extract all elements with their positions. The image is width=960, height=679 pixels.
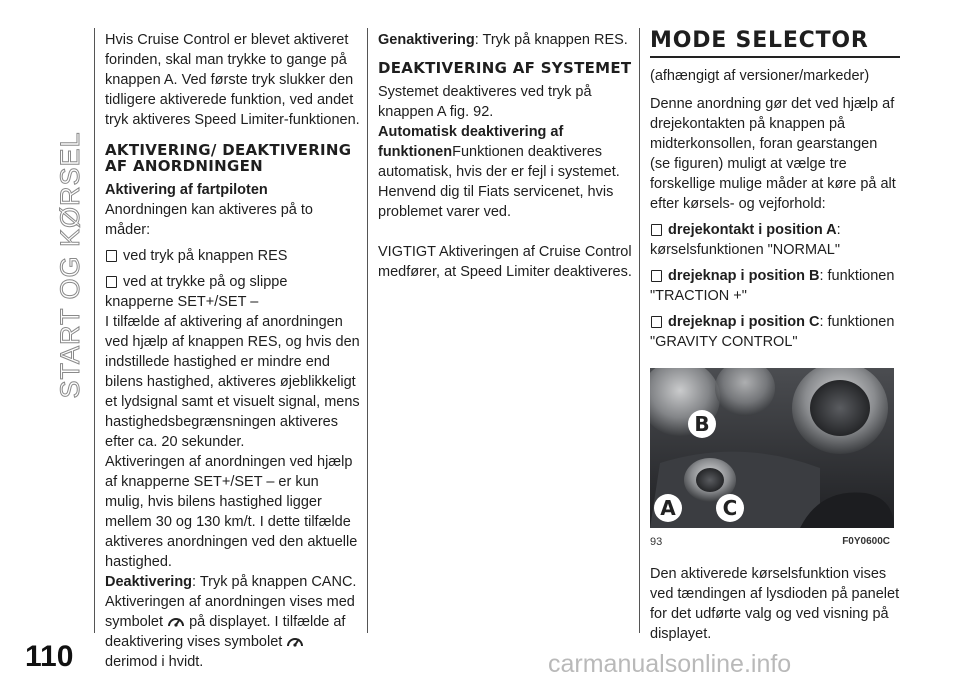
warning-paragraph: VIGTIGT Aktiveringen af Cruise Control medfører, at Speed Limiter deaktiveres. [378, 244, 632, 280]
position-c-continuation: "GRAVITY CONTROL" [650, 334, 798, 350]
checkbox-bullet-icon [651, 224, 662, 236]
checkbox-bullet-icon [651, 316, 662, 328]
section-heading-activation: AKTIVERING/ DEAKTIVERING AF ANORDNINGEN [105, 141, 352, 175]
chapter-side-title [55, 131, 95, 399]
position-b-continuation: "TRACTION +" [650, 288, 747, 304]
list-item-text: ved at trykke på og slippe [123, 274, 288, 290]
deactivation-text: : Tryk på knappen CANC. [192, 574, 357, 590]
chapter-side-title-text: START OG KØRSEL [55, 131, 85, 399]
figure-mode-selector-photo [650, 368, 894, 528]
label-b-callout [688, 410, 716, 438]
column-divider-left [94, 28, 95, 633]
set-activation-paragraph: Aktiveringen af anordningen ved hjælp af knapperne SET+/SET – er kun mulig, hvis bilens hastighed ligger mellem 30 og 130 km/t. I dette tilfælde aktiveres anordningen ved den aktuelle hastighed. [105, 454, 358, 570]
label-a-callout [654, 494, 682, 522]
label-b: B [694, 412, 710, 436]
reactivation-text: : Tryk på knappen RES. [474, 32, 628, 48]
symbol-text-b: på displayet. I tilfælde af deaktivering vises symbolet [105, 614, 346, 650]
label-a: A [660, 496, 676, 520]
position-c-text: : funktionen [819, 314, 895, 330]
auto-deactivation-label-b: funktionen [378, 144, 453, 160]
intro-paragraph: Hvis Cruise Control er blevet aktiveret forinden, skal man trykke to gange på knappen A. Ved første tryk slukker den tidligere aktiverede funktion, ved andet tryk aktiveres Speed Limiter-funktionen. [105, 32, 360, 128]
list-item-text: ved tryk på knappen RES [123, 248, 288, 264]
speed-limiter-icon [167, 614, 185, 628]
checkbox-bullet-icon [651, 270, 662, 282]
column-3 [650, 30, 900, 644]
watermark: carmanualsonline.info [548, 650, 792, 678]
symbol-paragraph [105, 592, 360, 672]
reactivation-paragraph [378, 30, 632, 50]
figure-number: 93 [650, 536, 663, 548]
position-b-label: drejeknap i position B [668, 268, 820, 284]
position-a-text: : [836, 222, 841, 238]
mode-selector-intro: Denne anordning gør det ved hjælp af drejekontakten på knappen på midterkonsollen, foran gearstangen (se figuren) muligt at vælge tre forskellige mulige måder at køre på alt efter kørsels- og vejforhold: [650, 96, 896, 212]
column-2 [378, 30, 632, 282]
deactivation-paragraph [105, 572, 360, 592]
mode-selector-subtitle: (afhængigt af versioner/markeder) [650, 68, 870, 84]
list-item-set [105, 272, 360, 292]
position-a-label: drejekontakt i position A [668, 222, 837, 238]
mode-selector-illustration [650, 368, 894, 528]
mode-selector-led-paragraph: Den aktiverede kørselsfunktion vises ved tændingen af lysdioden på panelet for det udførte valg og ved visning på displayet. [650, 566, 900, 642]
res-activation-paragraph: I tilfælde af aktivering af anordningen ved hjælp af knappen RES, og hvis den indstillede hastighed er mindre end bilens hastighed, aktiveres øjeblikkeligt et lydsignal samt et visuelt signal, mens hastighedsbegrænsningen aktiveres efter ca. 20 sekunder. [105, 314, 360, 450]
position-c-label: drejeknap i position C [668, 314, 820, 330]
activation-intro: Anordningen kan aktiveres på to måder: [105, 202, 313, 238]
section-heading-deactivation: DEAKTIVERING AF SYSTEMET [378, 59, 632, 77]
list-item-continuation: knapperne SET+/SET – [105, 294, 259, 310]
figure-code: F0Y0600C [842, 536, 890, 547]
label-c-callout [716, 494, 744, 522]
checkbox-bullet-icon [106, 276, 117, 288]
deactivation-label: Deaktivering [105, 574, 193, 590]
checkbox-bullet-icon [106, 250, 117, 262]
auto-deactivation-paragraph [378, 142, 632, 222]
list-item-position-a [650, 220, 900, 240]
list-item-res [105, 246, 360, 266]
speed-limiter-icon [286, 634, 304, 648]
list-item-position-b [650, 266, 900, 286]
section-heading-mode-selector: MODE SELECTOR [650, 30, 900, 58]
deactivation-system-paragraph: Systemet deaktiveres ved tryk på knappen A fig. 92. [378, 84, 592, 120]
reactivation-label: Genaktivering [378, 32, 475, 48]
position-a-continuation: kørselsfunktionen "NORMAL" [650, 242, 840, 258]
symbol-text-c: derimod i hvidt. [105, 654, 204, 670]
subheading-activation: Aktivering af fartpiloten [105, 182, 268, 198]
position-b-text: : funktionen [819, 268, 895, 284]
list-item-position-c [650, 312, 900, 332]
symbol-text-a: Aktiveringen af anordningen vises med symbolet [105, 594, 355, 630]
figure-caption [650, 532, 894, 552]
auto-deactivation-text: Funktionen deaktiveres automatisk, hvis der er fejl i systemet. Henvend dig til Fiats servicenet, hvis problemet varer ved. [378, 144, 620, 220]
column-divider-right [639, 28, 640, 633]
label-c: C [722, 496, 738, 520]
page-number: 110 [25, 640, 74, 673]
auto-deactivation-label: Automatisk deaktivering af [378, 124, 564, 140]
column-divider-middle [367, 28, 368, 633]
column-1 [105, 30, 360, 672]
